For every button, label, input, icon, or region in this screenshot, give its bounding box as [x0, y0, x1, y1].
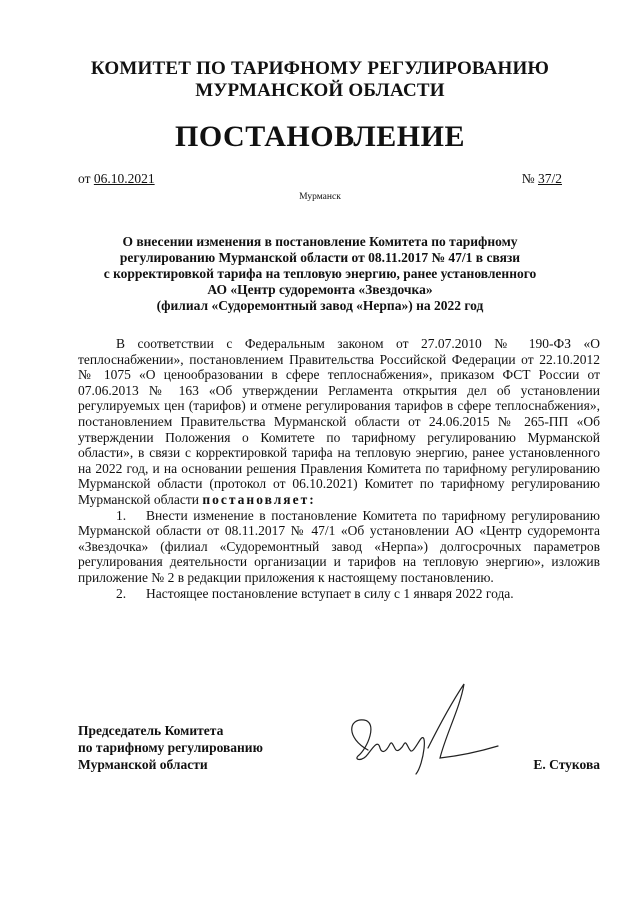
position-line: по тарифному регулированию — [78, 740, 263, 755]
document-city: Мурманск — [299, 192, 341, 202]
document-body — [78, 336, 600, 601]
document-type: ПОСТАНОВЛЕНИЕ — [175, 120, 465, 153]
position-line: Председатель Комитета — [78, 723, 224, 738]
item-number: 1. — [116, 507, 127, 523]
organization-title-line2: МУРМАНСКОЙ ОБЛАСТИ — [195, 80, 445, 101]
subject-line: с корректировкой тарифа на тепловую энергию, ранее установленного — [103, 266, 537, 281]
decree-item — [78, 586, 600, 602]
number-prefix: № — [521, 171, 538, 186]
subject-line: (филиал «Судоремонтный завод «Нерпа») на 2022 год — [156, 298, 484, 313]
item-text: Настоящее постановление вступает в силу с 1 января 2022 года. — [146, 585, 514, 601]
handwritten-signature — [328, 678, 508, 788]
signatory-position — [78, 722, 318, 773]
subject-line: АО «Центр судоремонта «Звездочка» — [207, 282, 433, 297]
subject-line: регулированию Мурманской области от 08.11.2017 № 47/1 в связи — [119, 250, 521, 265]
preamble-text: В соответствии с Федеральным законом от 27.07.2010 № 190-ФЗ «О теплоснабжении», постановлением Правительства Российской Федерации от 22.10.2012 № 1075 «О ценообразовании в сфере теплоснабжения», приказом ФСТ России от 07.06.2013 № 163 «Об утверждении Регламента открытия дел об установлении регулируемых цен (тарифов) и отмене регулирования тарифов в сфере теплоснабжения», постановлением Правительства Мурманской области от 24.06.2015 № 265-ПП «Об утверждении Положения о Комитете по тарифному регулированию Мурманской области», в связи с корректировкой тарифа на тепловую энергию, ранее установленного на 2022 год, и на основании решения Правления Комитета по тарифному регулированию Мурманской области (протокол от 06.10.2021) Комитет по тарифному регулированию Мурманской области — [78, 336, 600, 507]
item-number: 2. — [116, 585, 127, 601]
item-text: Внести изменение в постановление Комитета по тарифному регулированию Мурманской области от 08.11.2017 № 47/1 «Об установлении АО «Центр судоремонта «Звездочка» (филиал «Судоремонтный завод «Нерпа») долгосрочных параметров регулирования деятельности организации и тарифов на тепловую энергию», изложив приложение № 2 в редакции приложения к настоящему постановлению. — [78, 507, 600, 585]
signatory-name: Е. Стукова — [533, 757, 600, 772]
subject-line: О внесении изменения в постановление Комитета по тарифному — [122, 234, 518, 249]
document-subject — [60, 234, 580, 314]
number-value: 37/2 — [537, 171, 562, 186]
decree-word: постановляет: — [202, 491, 316, 507]
position-line: Мурманской области — [78, 757, 208, 772]
preamble-paragraph — [78, 336, 600, 508]
document-number — [522, 170, 562, 188]
date-number-row — [78, 170, 562, 188]
document-date — [78, 170, 155, 188]
decree-item — [78, 508, 600, 586]
organization-title — [0, 58, 640, 102]
date-prefix: от — [78, 171, 94, 186]
date-value: 06.10.2021 — [93, 171, 155, 186]
organization-title-line1: КОМИТЕТ ПО ТАРИФНОМУ РЕГУЛИРОВАНИЮ — [90, 58, 550, 79]
